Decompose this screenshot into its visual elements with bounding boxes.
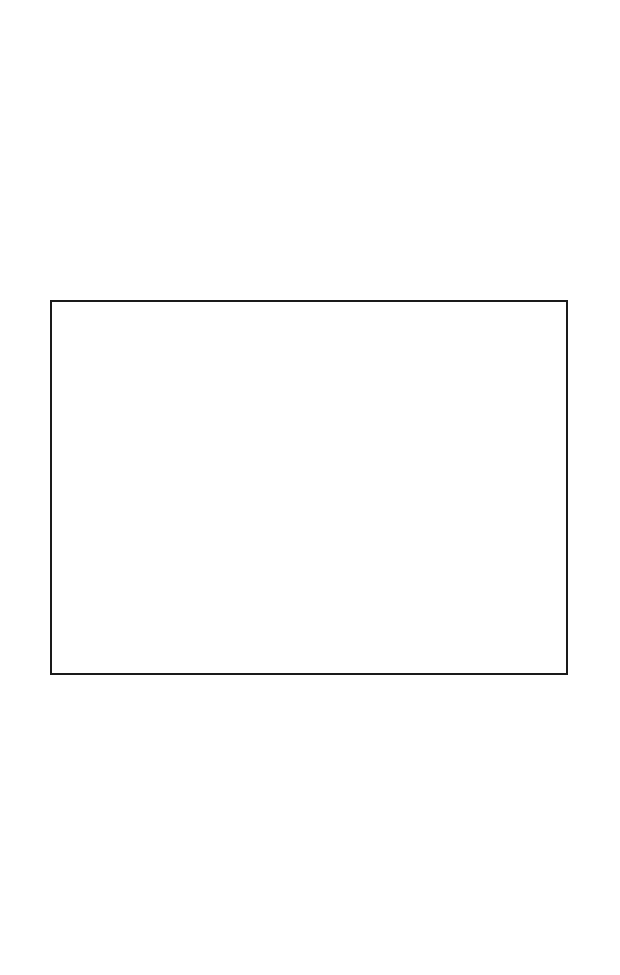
chart-svg <box>52 302 566 673</box>
figure-16-frame <box>50 300 568 675</box>
